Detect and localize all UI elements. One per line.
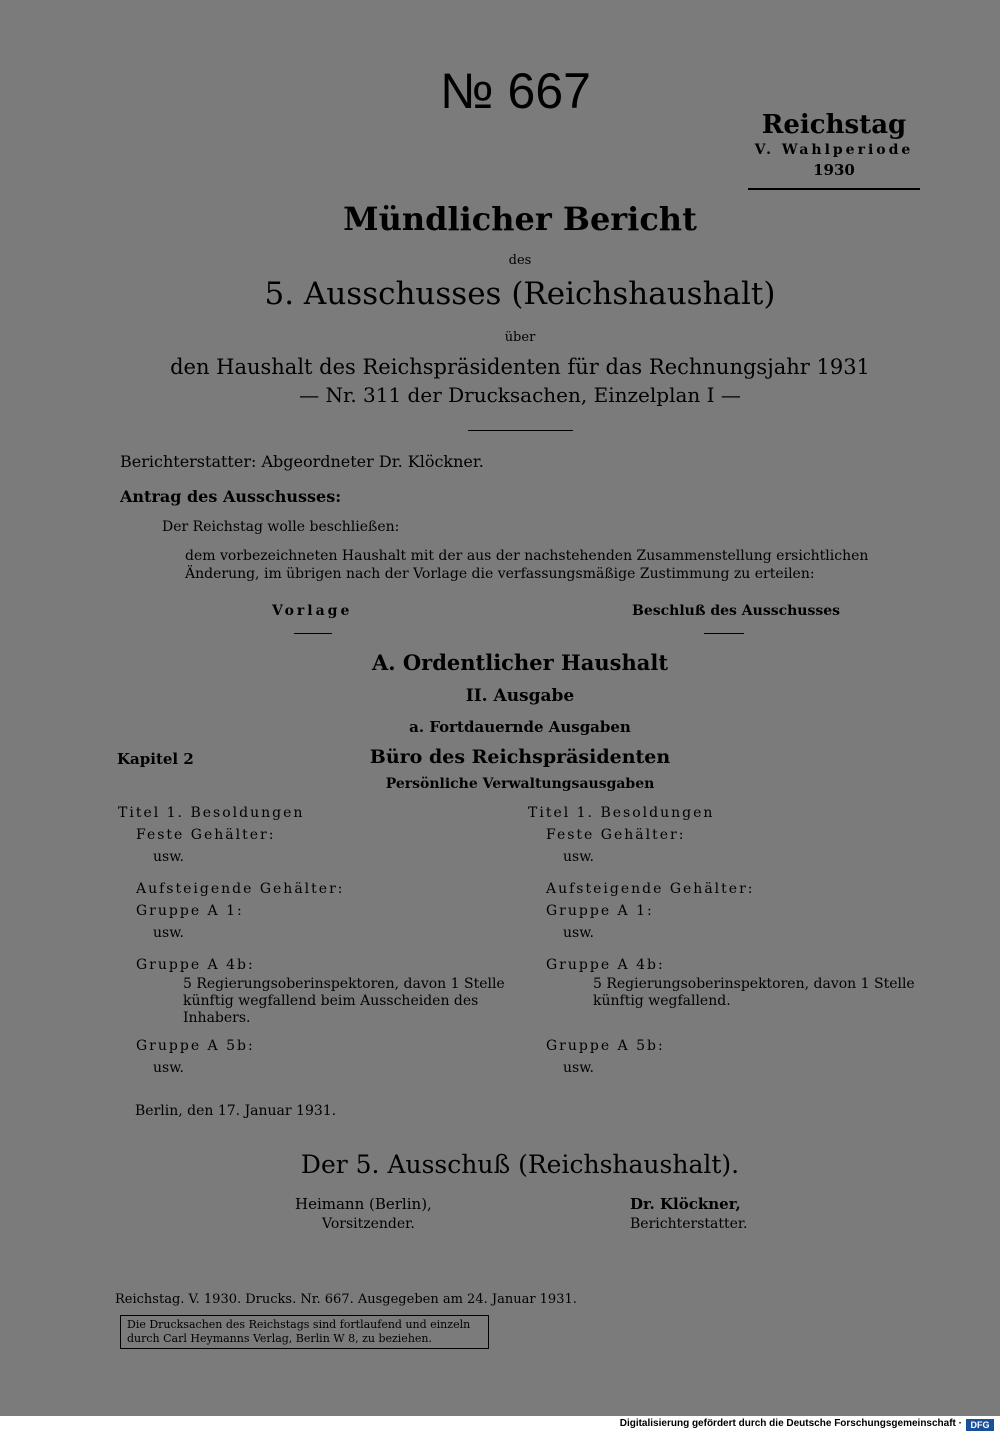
title-des: des xyxy=(508,253,532,268)
buero-heading: Büro des Reichspräsidenten xyxy=(369,746,671,768)
left-titel: Titel 1. Besoldungen xyxy=(118,805,305,821)
left-usw-2: usw. xyxy=(153,925,184,941)
footer-notice-box: Die Drucksachen des Reichstags sind fortlaufend und einzeln durch Carl Heymanns Verlag, Berlin W 8, zu beziehen. xyxy=(120,1315,489,1349)
section-a-subheading: a. Fortdauernde Ausgaben xyxy=(409,718,631,736)
reference-line: — Nr. 311 der Drucksachen, Einzelplan I — xyxy=(299,383,741,407)
title-ueber: über xyxy=(504,330,536,345)
right-gruppe-a4b: Gruppe A 4b: xyxy=(546,957,665,973)
reichstag-label: Reichstag xyxy=(761,110,907,140)
right-feste: Feste Gehälter: xyxy=(546,827,686,843)
left-usw-1: usw. xyxy=(153,849,184,865)
reichstag-rule xyxy=(748,188,920,190)
column-head-vorlage-rule xyxy=(294,633,332,634)
column-head-beschluss-rule xyxy=(704,633,744,634)
right-column xyxy=(528,802,923,1079)
date-line: Berlin, den 17. Januar 1931. xyxy=(135,1103,337,1119)
signer-1-name: Heimann (Berlin), xyxy=(295,1195,432,1213)
title-divider xyxy=(468,430,573,431)
column-head-vorlage: Vorlage xyxy=(272,603,353,619)
reporter-line: Berichterstatter: Abgeordneter Dr. Klöckner. xyxy=(120,452,484,471)
right-entry: 5 Regierungsoberinspektoren, davon 1 Stelle künftig wegfallend. xyxy=(593,976,915,1009)
signer-2-name: Dr. Klöckner, xyxy=(630,1195,741,1213)
section-a-heading: A. Ordentlicher Haushalt xyxy=(371,650,669,675)
right-gruppe-a5b: Gruppe A 5b: xyxy=(546,1038,665,1054)
antrag-heading: Antrag des Ausschusses: xyxy=(120,487,342,506)
footer-line: Reichstag. V. 1930. Drucks. Nr. 667. Ausgegeben am 24. Januar 1931. xyxy=(115,1292,577,1307)
right-usw-2: usw. xyxy=(563,925,594,941)
right-usw-1: usw. xyxy=(563,849,594,865)
left-column xyxy=(118,802,513,1079)
persoenlich-heading: Persönliche Verwaltungsausgaben xyxy=(385,776,655,792)
left-aufsteigend: Aufsteigende Gehälter: xyxy=(136,881,345,897)
digitization-credit: Digitalisierung gefördert durch die Deutsche Forschungsgemeinschaft · xyxy=(619,1418,962,1429)
kapitel-label: Kapitel 2 xyxy=(117,750,194,768)
resolve-text: dem vorbezeichneten Haushalt mit der aus der nachstehenden Zusammenstellung ersichtlichen Änderung, im übrigen nach der Vorlage die verfassungsmäßige Zustimmung zu erteilen: xyxy=(185,548,869,582)
resolve-intro: Der Reichstag wolle beschließen: xyxy=(162,519,400,535)
right-gruppe-a1: Gruppe A 1: xyxy=(546,903,654,919)
section-ii-heading: II. Ausgabe xyxy=(465,686,575,706)
dfg-logo: DFG xyxy=(966,1419,994,1431)
right-titel: Titel 1. Besoldungen xyxy=(528,805,715,821)
left-gruppe-a4b: Gruppe A 4b: xyxy=(136,957,255,973)
column-head-beschluss: Beschluß des Ausschusses xyxy=(632,603,841,619)
left-feste: Feste Gehälter: xyxy=(136,827,276,843)
signer-1-role: Vorsitzender. xyxy=(322,1216,415,1232)
left-usw-3: usw. xyxy=(153,1060,184,1076)
reichstag-box xyxy=(748,110,920,180)
signer-2-role: Berichterstatter. xyxy=(630,1216,748,1232)
right-aufsteigend: Aufsteigende Gehälter: xyxy=(546,881,755,897)
signatory-committee: Der 5. Ausschuß (Reichshaushalt). xyxy=(300,1150,740,1179)
committee-title: 5. Ausschusses (Reichshaushalt) xyxy=(264,276,776,312)
document-number: № 667 xyxy=(440,63,591,119)
left-gruppe-a5b: Gruppe A 5b: xyxy=(136,1038,255,1054)
page-title: Mündlicher Bericht xyxy=(343,200,697,238)
year-label: 1930 xyxy=(813,161,855,179)
subject-line: den Haushalt des Reichspräsidenten für das Rechnungsjahr 1931 xyxy=(170,355,870,379)
left-gruppe-a1: Gruppe A 1: xyxy=(136,903,244,919)
period-label: V. Wahlperiode xyxy=(754,142,914,158)
right-usw-3: usw. xyxy=(563,1060,594,1076)
left-entry: 5 Regierungsoberinspektoren, davon 1 Stelle künftig wegfallend beim Ausscheiden des Inhabers. xyxy=(183,976,505,1026)
